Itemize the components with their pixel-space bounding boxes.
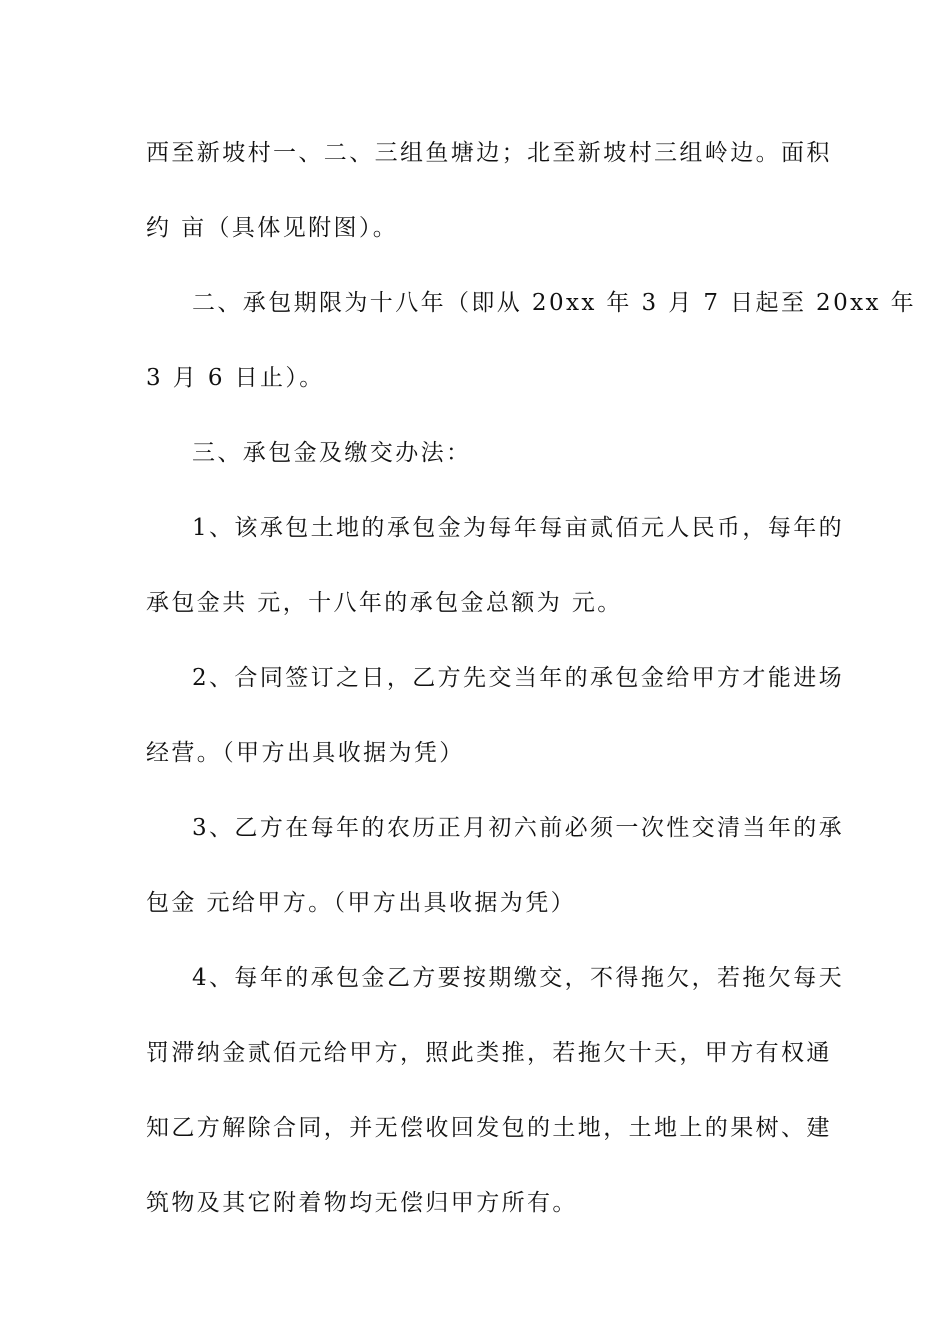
- text-line: 3 月 6 日止）。: [146, 365, 325, 391]
- paragraph-line: 2、合同签订之日，乙方先交当年的承包金给甲方才能进场: [192, 665, 845, 691]
- paragraph-line: 二、承包期限为十八年（即从 20xx 年 3 月 7 日起至 20xx 年: [192, 290, 916, 316]
- text-line: 罚滞纳金贰佰元给甲方，照此类推，若拖欠十天，甲方有权通: [146, 1040, 832, 1066]
- text-line: 西至新坡村一、二、三组鱼塘边；北至新坡村三组岭边。面积: [146, 140, 832, 166]
- paragraph-line: 3、乙方在每年的农历正月初六前必须一次性交清当年的承: [192, 815, 845, 841]
- text-line: 承包金共 元，十八年的承包金总额为 元。: [146, 590, 623, 616]
- text-line: 约 亩（具体见附图）。: [146, 215, 399, 241]
- paragraph-line: 1、该承包土地的承包金为每年每亩贰佰元人民币，每年的: [192, 515, 845, 541]
- text-line: 筑物及其它附着物均无偿归甲方所有。: [146, 1190, 578, 1216]
- text-line: 知乙方解除合同，并无偿收回发包的土地，土地上的果树、建: [146, 1115, 832, 1141]
- text-line: 包金 元给甲方。（甲方出具收据为凭）: [146, 890, 577, 916]
- paragraph-line: 4、每年的承包金乙方要按期缴交，不得拖欠，若拖欠每天: [192, 965, 845, 991]
- text-line: 经营。（甲方出具收据为凭）: [146, 740, 465, 766]
- paragraph-line: 三、承包金及缴交办法：: [192, 440, 472, 466]
